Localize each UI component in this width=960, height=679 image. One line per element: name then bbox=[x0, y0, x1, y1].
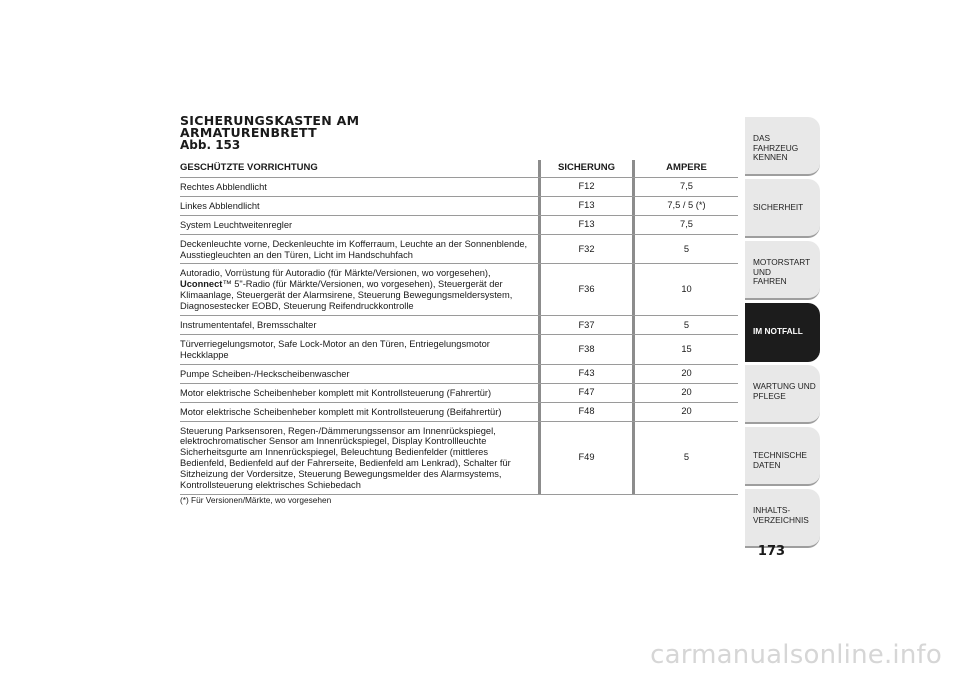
header-ampere: AMPERE bbox=[666, 162, 707, 173]
row-ampere: 7,5 bbox=[680, 181, 693, 192]
row-fuse: F43 bbox=[538, 365, 635, 383]
table-row bbox=[180, 264, 738, 316]
row-device-brand: Uconnect bbox=[180, 279, 223, 290]
chapter-tabs bbox=[745, 117, 820, 551]
chapter-tab-start-driving[interactable] bbox=[745, 241, 820, 300]
watermark: carmanualsonline.info bbox=[650, 640, 942, 670]
row-device: Motor elektrische Scheibenheber komplett mit Kontrollsteuerung (Beifahrertür) bbox=[180, 406, 502, 417]
table-header-row bbox=[180, 160, 738, 178]
header-device: GESCHÜTZTE VORRICHTUNG bbox=[180, 162, 318, 173]
table-row bbox=[180, 178, 738, 197]
table-row bbox=[180, 422, 738, 495]
row-fuse: F37 bbox=[538, 316, 635, 334]
table-row bbox=[180, 316, 738, 335]
chapter-tab-vehicle[interactable] bbox=[745, 117, 820, 176]
chapter-tab-technical-data[interactable] bbox=[745, 427, 820, 486]
row-fuse: F12 bbox=[538, 178, 635, 196]
page-number: 173 bbox=[757, 544, 786, 559]
tab-label-line1: DAS FAHRZEUG bbox=[753, 133, 799, 153]
row-ampere: 10 bbox=[681, 284, 692, 295]
row-device: Türverriegelungsmotor, Safe Lock-Motor an den Türen, Entriegelungsmotor Heckklappe bbox=[180, 338, 490, 360]
tab-label-line1: TECHNISCHE DATEN bbox=[753, 450, 807, 470]
row-fuse: F32 bbox=[538, 235, 635, 264]
row-ampere: 7,5 bbox=[680, 219, 693, 230]
row-ampere: 20 bbox=[681, 368, 692, 379]
row-fuse: F48 bbox=[538, 403, 635, 421]
row-device: System Leuchtweitenregler bbox=[180, 219, 293, 230]
row-device bbox=[180, 264, 538, 315]
row-device: Pumpe Scheiben-/Heckscheibenwascher bbox=[180, 368, 350, 379]
tab-label-line2: FAHREN bbox=[753, 276, 787, 286]
row-fuse: F47 bbox=[538, 384, 635, 402]
table-row bbox=[180, 365, 738, 384]
tab-label-line1: INHALTS- bbox=[753, 505, 791, 515]
tab-label-line1: IM NOTFALL bbox=[753, 326, 803, 336]
table-row bbox=[180, 235, 738, 265]
row-device: Instrumententafel, Bremsschalter bbox=[180, 320, 317, 331]
row-device-text-post: ™ 5"-Radio (für Märkte/Versionen, wo vorgesehen), Steuergerät der Klimaanlage, Steuergerät der Alarmsirene, Steuerung Bewegungsmeldersystem, Diagnosestecker EOBD, Steuerung Reifendruckkontrolle bbox=[180, 279, 513, 312]
tab-label-line2: KENNEN bbox=[753, 152, 788, 162]
chapter-tab-emergency[interactable] bbox=[745, 303, 820, 362]
chapter-tab-maintenance[interactable] bbox=[745, 365, 820, 424]
tab-label-line1: MOTORSTART UND bbox=[753, 257, 811, 277]
row-ampere: 7,5 / 5 (*) bbox=[667, 200, 706, 211]
chapter-tab-index[interactable] bbox=[745, 489, 820, 548]
row-device-text-pre: Autoradio, Vorrüstung für Autoradio (für Märkte/Versionen, wo vorgesehen), bbox=[180, 268, 491, 279]
row-ampere: 5 bbox=[683, 243, 690, 254]
table-row bbox=[180, 403, 738, 422]
table-row bbox=[180, 384, 738, 403]
heading-title-line1: SICHERUNGSKASTEN AM bbox=[180, 113, 360, 128]
row-device: Motor elektrische Scheibenheber komplett mit Kontrollsteuerung (Fahrertür) bbox=[180, 387, 492, 398]
row-device: Steuerung Parksensoren, Regen-/Dämmerungssensor am Innenrückspiegel, elektrochromatischer Sensor am Innenrückspiegel, Display Kontrollleuchte Sicherheitsgurte am Innenrückspiegel, Beleuchtung Bedienfelder (mittleres Bedienfeld, Bedienfeld auf der Fahrerseite, Bedienfeld am Lenkrad), Schalter für Sitzheizung der Vordersitze, Steuerung Bewegungsmelder des Alarmsystems, Kontrollsteuerung elektrisches Schiebedach bbox=[180, 425, 511, 491]
heading-title-line2: ARMATURENBRETT bbox=[180, 125, 317, 140]
row-ampere: 20 bbox=[681, 387, 692, 398]
chapter-tab-safety[interactable] bbox=[745, 179, 820, 238]
tab-label-line2: PFLEGE bbox=[753, 390, 786, 401]
row-fuse: F36 bbox=[538, 264, 635, 315]
row-ampere: 15 bbox=[681, 343, 692, 354]
row-device: Deckenleuchte vorne, Deckenleuchte im Kofferraum, Leuchte an der Sonnenblende, Ausstiegleuchten an den Türen, Licht im Handschuhfach bbox=[180, 238, 528, 260]
row-ampere: 5 bbox=[683, 319, 690, 330]
heading-figure-ref: Abb. 153 bbox=[180, 138, 241, 152]
table-footnote: (*) Für Versionen/Märkte, wo vorgesehen bbox=[180, 495, 332, 505]
table-row bbox=[180, 216, 738, 235]
row-fuse: F13 bbox=[538, 216, 635, 234]
tab-label-line1: SICHERHEIT bbox=[753, 202, 804, 212]
table-row bbox=[180, 197, 738, 216]
row-ampere: 20 bbox=[681, 406, 692, 417]
row-fuse: F13 bbox=[538, 197, 635, 215]
row-fuse: F38 bbox=[538, 335, 635, 364]
section-heading bbox=[180, 115, 480, 152]
row-ampere: 5 bbox=[683, 452, 690, 463]
fuse-table bbox=[180, 160, 738, 495]
row-fuse: F49 bbox=[538, 422, 635, 494]
row-device: Linkes Abblendlicht bbox=[180, 200, 260, 211]
table-row bbox=[180, 335, 738, 365]
row-device: Rechtes Abblendlicht bbox=[180, 181, 267, 192]
tab-label-line2: VERZEICHNIS bbox=[753, 514, 809, 525]
tab-label-line1: WARTUNG UND bbox=[753, 381, 816, 391]
header-fuse: SICHERUNG bbox=[538, 160, 635, 177]
